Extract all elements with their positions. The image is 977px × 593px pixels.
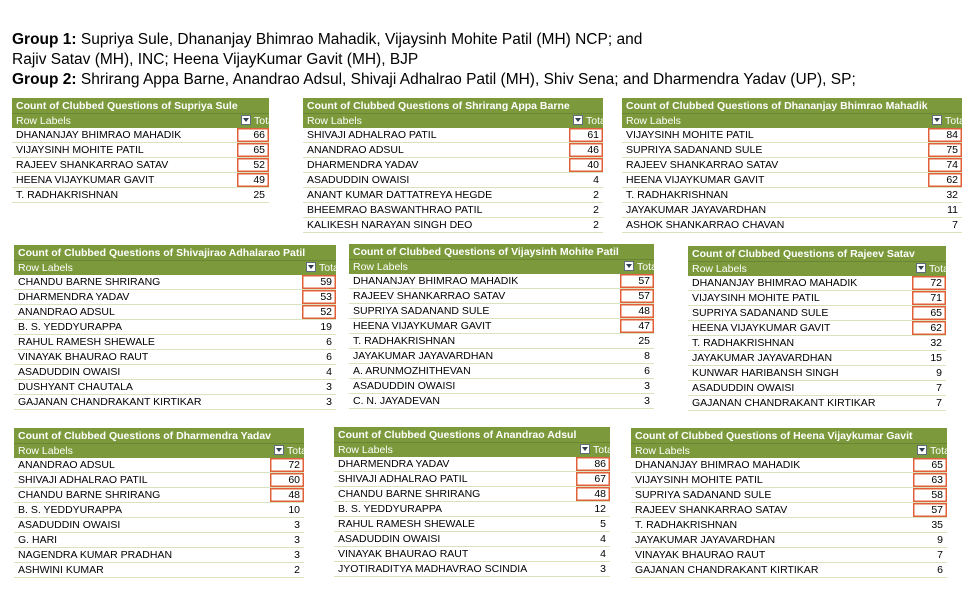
row-name: T. RADHAKRISHNAN — [688, 336, 912, 351]
row-name: RAJEEV SHANKARRAO SATAV — [349, 289, 620, 304]
group1-line2: Rajiv Satav (MH), INC; Heena VijayKumar Gavit (MH), BJP — [12, 51, 419, 68]
table-row — [12, 158, 269, 173]
row-name: VIJAYSINH MOHITE PATIL — [688, 291, 912, 306]
row-name: DHANANJAY BHIMRAO MAHADIK — [349, 274, 620, 289]
row-labels-header — [334, 443, 576, 458]
table-row — [14, 365, 336, 380]
row-total: 61 — [569, 128, 603, 143]
row-name: DHANANJAY BHIMRAO MAHADIK — [12, 128, 237, 143]
table-row — [14, 350, 336, 365]
table-row — [14, 473, 304, 488]
row-name: RAJEEV SHANKARRAO SATAV — [631, 503, 913, 518]
row-labels-header — [622, 114, 928, 129]
row-total: 4 — [569, 173, 603, 188]
row-total: 65 — [913, 458, 947, 473]
table-row — [14, 290, 336, 305]
table-row — [14, 518, 304, 533]
row-total: 6 — [302, 350, 336, 365]
row-total: 58 — [913, 488, 947, 503]
table-row — [349, 364, 654, 379]
group1-members: Supriya Sule, Dhananjay Bhimrao Mahadik, Vijaysinh Mohite Patil (MH) NCP; and — [76, 31, 643, 48]
row-total: 49 — [237, 173, 269, 188]
row-total: 3 — [270, 518, 304, 533]
row-name: A. ARUNMOZHITHEVAN — [349, 364, 620, 379]
row-total: 35 — [913, 518, 947, 533]
group2-label: Group 2: — [12, 71, 77, 88]
row-total: 7 — [912, 396, 946, 411]
total-header — [928, 114, 968, 129]
table-row — [334, 547, 610, 562]
table-row — [688, 351, 946, 366]
row-total: 74 — [928, 158, 962, 173]
table-row — [14, 533, 304, 548]
row-name: JAYAKUMAR JAYAVARDHAN — [349, 349, 620, 364]
table-row — [14, 305, 336, 320]
row-name: ANANDRAO ADSUL — [303, 143, 569, 158]
table-row — [688, 396, 946, 411]
row-name: CHANDU BARNE SHRIRANG — [14, 488, 270, 503]
total-label: Total — [586, 115, 609, 127]
pivot-title: Count of Clubbed Questions of Supriya Sule — [12, 98, 269, 114]
table-row — [349, 349, 654, 364]
row-total: 32 — [928, 188, 962, 203]
row-name: SHIVAJI ADHALRAO PATIL — [303, 128, 569, 143]
row-name: ASADUDDIN OWAISI — [14, 518, 270, 533]
row-name: DHARMENDRA YADAV — [334, 457, 576, 472]
row-name: KUNWAR HARIBANSH SINGH — [688, 366, 912, 381]
group1-line1 — [12, 30, 972, 50]
row-labels-header — [14, 261, 302, 276]
row-name: KALIKESH NARAYAN SINGH DEO — [303, 218, 569, 233]
pivot-title: Count of Clubbed Questions of Rajeev Satav — [688, 246, 946, 262]
table-row — [12, 173, 269, 188]
table-row — [349, 274, 654, 289]
row-total: 40 — [569, 158, 603, 173]
table-row — [622, 128, 962, 143]
row-labels-text: Row Labels — [307, 115, 362, 127]
row-total: 72 — [270, 458, 304, 473]
row-total: 3 — [270, 533, 304, 548]
filter-dropdown-icon[interactable] — [573, 115, 583, 125]
total-label: Total — [929, 263, 952, 275]
row-name: DHARMENDRA YADAV — [14, 290, 302, 305]
row-total: 60 — [270, 473, 304, 488]
row-total: 57 — [620, 274, 654, 289]
table-row — [349, 379, 654, 394]
row-name: RAJEEV SHANKARRAO SATAV — [622, 158, 928, 173]
pivot-title: Count of Clubbed Questions of Dharmendra Yadav — [14, 428, 304, 444]
row-name: DHANANJAY BHIMRAO MAHADIK — [631, 458, 913, 473]
row-total: 2 — [569, 218, 603, 233]
total-label: Total — [593, 444, 616, 456]
row-name: C. N. JAYADEVAN — [349, 394, 620, 409]
row-total: 7 — [913, 548, 947, 563]
row-total: 86 — [576, 457, 610, 472]
table-row — [303, 188, 603, 203]
row-name: VINAYAK BHAURAO RAUT — [14, 350, 302, 365]
row-total: 9 — [913, 533, 947, 548]
row-name: G. HARI — [14, 533, 270, 548]
row-name: VIJAYSINH MOHITE PATIL — [622, 128, 928, 143]
row-total: 9 — [912, 366, 946, 381]
table-row — [303, 173, 603, 188]
table-row — [303, 143, 603, 158]
table-row — [14, 458, 304, 473]
row-labels-text: Row Labels — [16, 115, 71, 127]
row-labels-text: Row Labels — [18, 445, 73, 457]
row-total: 72 — [912, 276, 946, 291]
pivot-table — [14, 428, 310, 578]
row-total: 59 — [302, 275, 336, 290]
table-row — [631, 548, 947, 563]
table-row — [334, 517, 610, 532]
table-row — [334, 532, 610, 547]
total-header — [620, 260, 660, 275]
row-total: 65 — [912, 306, 946, 321]
row-total: 4 — [576, 532, 610, 547]
table-row — [631, 473, 947, 488]
row-total: 48 — [576, 487, 610, 502]
pivot-table — [688, 246, 952, 411]
table-row — [631, 503, 947, 518]
row-name: ASADUDDIN OWAISI — [688, 381, 912, 396]
row-total: 12 — [576, 502, 610, 517]
row-total: 8 — [620, 349, 654, 364]
row-name: ASHWINI KUMAR — [14, 563, 270, 578]
row-name: SUPRIYA SADANAND SULE — [349, 304, 620, 319]
table-row — [622, 143, 962, 158]
row-name: HEENA VIJAYKUMAR GAVIT — [688, 321, 912, 336]
row-total: 3 — [620, 394, 654, 409]
row-name: NAGENDRA KUMAR PRADHAN — [14, 548, 270, 563]
row-name: DHANANJAY BHIMRAO MAHADIK — [688, 276, 912, 291]
table-row — [303, 218, 603, 233]
row-total: 65 — [237, 143, 269, 158]
row-name: ANANT KUMAR DATTATREYA HEGDE — [303, 188, 569, 203]
pivot-table — [334, 427, 616, 577]
table-row — [622, 173, 962, 188]
row-total: 4 — [576, 547, 610, 562]
table-row — [688, 321, 946, 336]
row-total: 62 — [928, 173, 962, 188]
pivot-title: Count of Clubbed Questions of Anandrao Adsul — [334, 427, 610, 443]
row-total: 63 — [913, 473, 947, 488]
row-name: T. RADHAKRISHNAN — [622, 188, 928, 203]
intro-text — [12, 30, 972, 90]
row-name: RAHUL RAMESH SHEWALE — [334, 517, 576, 532]
table-row — [12, 128, 269, 143]
row-total: 6 — [620, 364, 654, 379]
row-name: B. S. YEDDYURAPPA — [14, 320, 302, 335]
table-row — [688, 381, 946, 396]
table-row — [14, 275, 336, 290]
row-total: 7 — [928, 218, 962, 233]
pivot-table — [631, 428, 953, 578]
table-row — [349, 304, 654, 319]
row-total: 52 — [237, 158, 269, 173]
table-row — [303, 128, 603, 143]
table-row — [622, 158, 962, 173]
table-row — [631, 458, 947, 473]
row-total: 84 — [928, 128, 962, 143]
row-name: ANANDRAO ADSUL — [14, 305, 302, 320]
row-labels-text: Row Labels — [635, 445, 690, 457]
row-name: GAJANAN CHANDRAKANT KIRTIKAR — [631, 563, 913, 578]
row-name: HEENA VIJAYKUMAR GAVIT — [12, 173, 237, 188]
total-header — [270, 444, 310, 459]
row-name: T. RADHAKRISHNAN — [349, 334, 620, 349]
row-name: SHIVAJI ADHALRAO PATIL — [14, 473, 270, 488]
row-name: T. RADHAKRISHNAN — [12, 188, 237, 203]
filter-dropdown-icon[interactable] — [916, 263, 926, 273]
filter-dropdown-icon[interactable] — [274, 445, 284, 455]
row-name: T. RADHAKRISHNAN — [631, 518, 913, 533]
row-total: 71 — [912, 291, 946, 306]
row-total: 2 — [270, 563, 304, 578]
filter-dropdown-icon[interactable] — [306, 262, 316, 272]
table-row — [14, 548, 304, 563]
row-name: ASADUDDIN OWAISI — [14, 365, 302, 380]
row-name: JAYAKUMAR JAYAVARDHAN — [688, 351, 912, 366]
row-total: 11 — [928, 203, 962, 218]
pivot-title: Count of Clubbed Questions of Shivajirao Adhalarao Patil — [14, 245, 336, 261]
table-row — [14, 380, 336, 395]
row-total: 5 — [576, 517, 610, 532]
total-header — [302, 261, 342, 276]
row-labels-text: Row Labels — [626, 115, 681, 127]
table-row — [349, 319, 654, 334]
filter-dropdown-icon[interactable] — [624, 261, 634, 271]
row-total: 52 — [302, 305, 336, 320]
row-name: SUPRIYA SADANAND SULE — [622, 143, 928, 158]
row-labels-header — [349, 260, 620, 275]
row-total: 2 — [569, 203, 603, 218]
row-total: 67 — [576, 472, 610, 487]
row-name: VIJAYSINH MOHITE PATIL — [631, 473, 913, 488]
row-name: DUSHYANT CHAUTALA — [14, 380, 302, 395]
pivot-title: Count of Clubbed Questions of Dhananjay Bhimrao Mahadik — [622, 98, 962, 114]
row-total: 6 — [913, 563, 947, 578]
total-label: Total — [287, 445, 310, 457]
row-name: JAYAKUMAR JAYAVARDHAN — [622, 203, 928, 218]
table-row — [12, 143, 269, 158]
row-name: B. S. YEDDYURAPPA — [14, 503, 270, 518]
pivot-table — [349, 244, 660, 409]
pivot-table — [303, 98, 609, 233]
row-total: 53 — [302, 290, 336, 305]
row-name: RAJEEV SHANKARRAO SATAV — [12, 158, 237, 173]
pivot-table — [622, 98, 968, 233]
total-label: Total — [945, 115, 968, 127]
table-row — [688, 306, 946, 321]
table-row — [631, 488, 947, 503]
pivot-title: Count of Clubbed Questions of Heena Vijaykumar Gavit — [631, 428, 947, 444]
row-name: ASADUDDIN OWAISI — [334, 532, 576, 547]
table-row — [688, 276, 946, 291]
row-total: 4 — [302, 365, 336, 380]
row-total: 19 — [302, 320, 336, 335]
group2-members: Shrirang Appa Barne, Anandrao Adsul, Shivaji Adhalrao Patil (MH), Shiv Sena; and Dharmendra Yadav (UP), SP; — [76, 71, 856, 88]
total-header — [913, 444, 953, 459]
row-name: DHARMENDRA YADAV — [303, 158, 569, 173]
table-row — [303, 203, 603, 218]
row-total: 57 — [913, 503, 947, 518]
row-total: 3 — [302, 395, 336, 410]
total-label: Total — [930, 445, 953, 457]
row-name: BHEEMRAO BASWANTHRAO PATIL — [303, 203, 569, 218]
total-header — [237, 114, 277, 129]
row-labels-header — [631, 444, 913, 459]
table-row — [14, 503, 304, 518]
row-name: ASADUDDIN OWAISI — [303, 173, 569, 188]
table-row — [349, 334, 654, 349]
table-row — [334, 487, 610, 502]
row-name: GAJANAN CHANDRAKANT KIRTIKAR — [688, 396, 912, 411]
row-name: GAJANAN CHANDRAKANT KIRTIKAR — [14, 395, 302, 410]
pivot-title: Count of Clubbed Questions of Shrirang Appa Barne — [303, 98, 603, 114]
table-row — [14, 395, 336, 410]
row-labels-text: Row Labels — [18, 262, 73, 274]
row-name: VINAYAK BHAURAO RAUT — [334, 547, 576, 562]
row-labels-text: Row Labels — [353, 261, 408, 273]
row-name: CHANDU BARNE SHRIRANG — [334, 487, 576, 502]
table-row — [622, 203, 962, 218]
row-name: RAHUL RAMESH SHEWALE — [14, 335, 302, 350]
row-labels-text: Row Labels — [692, 263, 747, 275]
table-row — [349, 289, 654, 304]
row-total: 3 — [302, 380, 336, 395]
table-row — [334, 502, 610, 517]
table-row — [631, 533, 947, 548]
table-row — [688, 336, 946, 351]
row-total: 48 — [620, 304, 654, 319]
table-row — [622, 188, 962, 203]
row-total: 7 — [912, 381, 946, 396]
row-labels-header — [12, 114, 237, 129]
group2-line — [12, 70, 972, 90]
row-labels-header — [688, 262, 912, 277]
row-total: 25 — [237, 188, 269, 203]
table-row — [631, 518, 947, 533]
total-header — [576, 443, 616, 458]
row-labels-header — [14, 444, 270, 459]
table-row — [14, 320, 336, 335]
row-total: 46 — [569, 143, 603, 158]
table-row — [14, 488, 304, 503]
filter-dropdown-icon[interactable] — [932, 115, 942, 125]
table-row — [688, 366, 946, 381]
row-labels-text: Row Labels — [338, 444, 393, 456]
row-name: B. S. YEDDYURAPPA — [334, 502, 576, 517]
total-label: Total — [637, 261, 660, 273]
row-name: SHIVAJI ADHALRAO PATIL — [334, 472, 576, 487]
row-total: 2 — [569, 188, 603, 203]
row-name: ASADUDDIN OWAISI — [349, 379, 620, 394]
table-row — [14, 335, 336, 350]
row-total: 57 — [620, 289, 654, 304]
row-name: VINAYAK BHAURAO RAUT — [631, 548, 913, 563]
group1-label: Group 1: — [12, 31, 77, 48]
row-name: VIJAYSINH MOHITE PATIL — [12, 143, 237, 158]
row-total: 3 — [270, 548, 304, 563]
row-name: ASHOK SHANKARRAO CHAVAN — [622, 218, 928, 233]
table-row — [334, 562, 610, 577]
row-total: 3 — [620, 379, 654, 394]
table-row — [622, 218, 962, 233]
pivot-table — [12, 98, 277, 203]
row-name: CHANDU BARNE SHRIRANG — [14, 275, 302, 290]
table-row — [349, 394, 654, 409]
table-row — [334, 472, 610, 487]
row-total: 15 — [912, 351, 946, 366]
total-label: Total — [254, 115, 277, 127]
table-row — [303, 158, 603, 173]
row-total: 48 — [270, 488, 304, 503]
total-label: Total — [319, 262, 342, 274]
row-name: SUPRIYA SADANAND SULE — [688, 306, 912, 321]
row-total: 10 — [270, 503, 304, 518]
row-name: HEENA VIJAYKUMAR GAVIT — [622, 173, 928, 188]
row-total: 75 — [928, 143, 962, 158]
row-total: 62 — [912, 321, 946, 336]
table-row — [334, 457, 610, 472]
row-name: SUPRIYA SADANAND SULE — [631, 488, 913, 503]
table-row — [631, 563, 947, 578]
filter-dropdown-icon[interactable] — [917, 445, 927, 455]
total-header — [569, 114, 609, 129]
row-total: 32 — [912, 336, 946, 351]
row-name: JYOTIRADITYA MADHAVRAO SCINDIA — [334, 562, 576, 577]
filter-dropdown-icon[interactable] — [241, 115, 251, 125]
row-total: 25 — [620, 334, 654, 349]
row-total: 3 — [576, 562, 610, 577]
pivot-table — [14, 245, 342, 410]
row-name: ANANDRAO ADSUL — [14, 458, 270, 473]
row-total: 6 — [302, 335, 336, 350]
row-name: HEENA VIJAYKUMAR GAVIT — [349, 319, 620, 334]
row-name: JAYAKUMAR JAYAVARDHAN — [631, 533, 913, 548]
row-total: 66 — [237, 128, 269, 143]
table-row — [12, 188, 269, 203]
filter-dropdown-icon[interactable] — [580, 444, 590, 454]
row-labels-header — [303, 114, 569, 129]
table-row — [688, 291, 946, 306]
total-header — [912, 262, 952, 277]
table-row — [14, 563, 304, 578]
row-total: 47 — [620, 319, 654, 334]
pivot-title: Count of Clubbed Questions of Vijaysinh Mohite Patil — [349, 244, 654, 260]
